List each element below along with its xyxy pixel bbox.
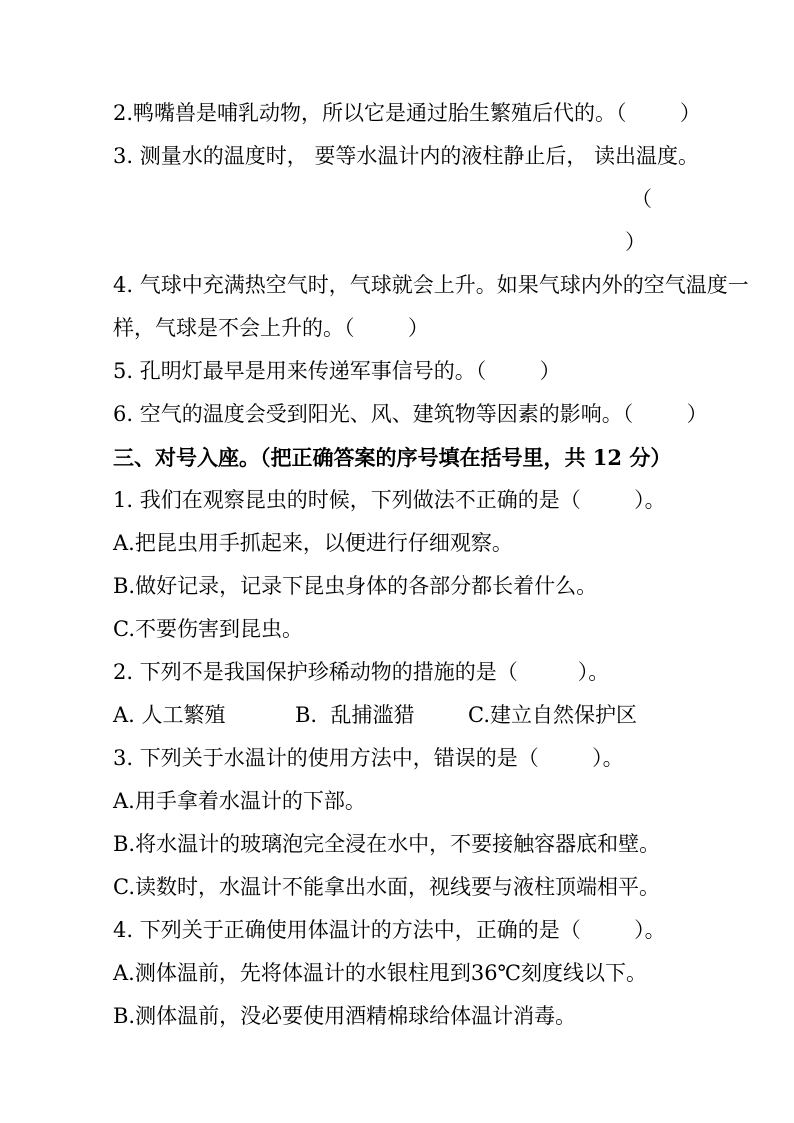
choice-question-1-option-c[interactable]: C.不要伤害到昆虫。: [113, 617, 303, 641]
exam-content: [113, 92, 749, 1038]
choice-question-1-option-b[interactable]: B.做好记录，记录下昆虫身体的各部分都长着什么。: [113, 574, 598, 598]
choice-question-2-option-c[interactable]: C.建立自然保护区: [468, 703, 637, 727]
judgement-item-4-line-2: 样，气球是不会上升的。（ ）: [113, 316, 429, 340]
choice-question-2-option-a[interactable]: A. 人工繁殖: [113, 703, 226, 727]
judgement-item-5: 5. 孔明灯最早是用来传递军事信号的。（ ）: [113, 359, 561, 383]
choice-question-2-options-row: [113, 694, 697, 737]
judgement-item-6: 6. 空气的温度会受到阳光、风、建筑物等因素的影响。（ ）: [113, 402, 708, 426]
choice-question-4-option-b[interactable]: B.测体温前，没必要使用酒精棉球给体温计消毒。: [113, 1004, 577, 1028]
section-heading-three: 三、对号入座。（把正确答案的序号填在括号里，共 12 分）: [113, 445, 672, 470]
judgement-item-2: 2.鸭嘴兽是哺乳动物，所以它是通过胎生繁殖后代的。（ ）: [113, 101, 701, 125]
judgement-item-3: 3. 测量水的温度时， 要等水温计内的液柱静止后， 读出温度。: [113, 144, 700, 168]
choice-question-2-option-b[interactable]: B. 乱捕滥猎: [295, 703, 415, 727]
answer-paren-close[interactable]: ）: [625, 230, 646, 254]
choice-question-2-stem: 2. 下列不是我国保护珍稀动物的措施的是（ ）。: [113, 660, 610, 684]
choice-question-1-option-a[interactable]: A.把昆虫用手抓起来，以便进行仔细观察。: [113, 531, 513, 555]
choice-question-4-stem: 4. 下列关于正确使用体温计的方法中，正确的是（ ）。: [113, 918, 666, 942]
answer-paren-open[interactable]: （: [631, 187, 652, 211]
judgement-item-3-answer-paren-close-row: [113, 221, 697, 264]
judgement-item-4-line-1: 4. 气球中充满热空气时，气球就会上升。如果气球内外的空气温度一: [113, 273, 749, 297]
judgement-item-3-answer-paren-open-row: [113, 178, 697, 221]
choice-question-3-option-a[interactable]: A.用手拿着水温计的下部。: [113, 789, 366, 813]
choice-question-1-stem: 1. 我们在观察昆虫的时候，下列做法不正确的是（ ）。: [113, 488, 666, 512]
choice-question-3-stem: 3. 下列关于水温计的使用方法中，错误的是（ ）。: [113, 746, 624, 770]
choice-question-4-option-a[interactable]: A.测体温前，先将体温计的水银柱甩到36℃刻度线以下。: [113, 961, 648, 985]
choice-question-3-option-b[interactable]: B.将水温计的玻璃泡完全浸在水中，不要接触容器底和壁。: [113, 832, 661, 856]
choice-question-3-option-c[interactable]: C.读数时，水温计不能拿出水面，视线要与液柱顶端相平。: [113, 875, 660, 899]
